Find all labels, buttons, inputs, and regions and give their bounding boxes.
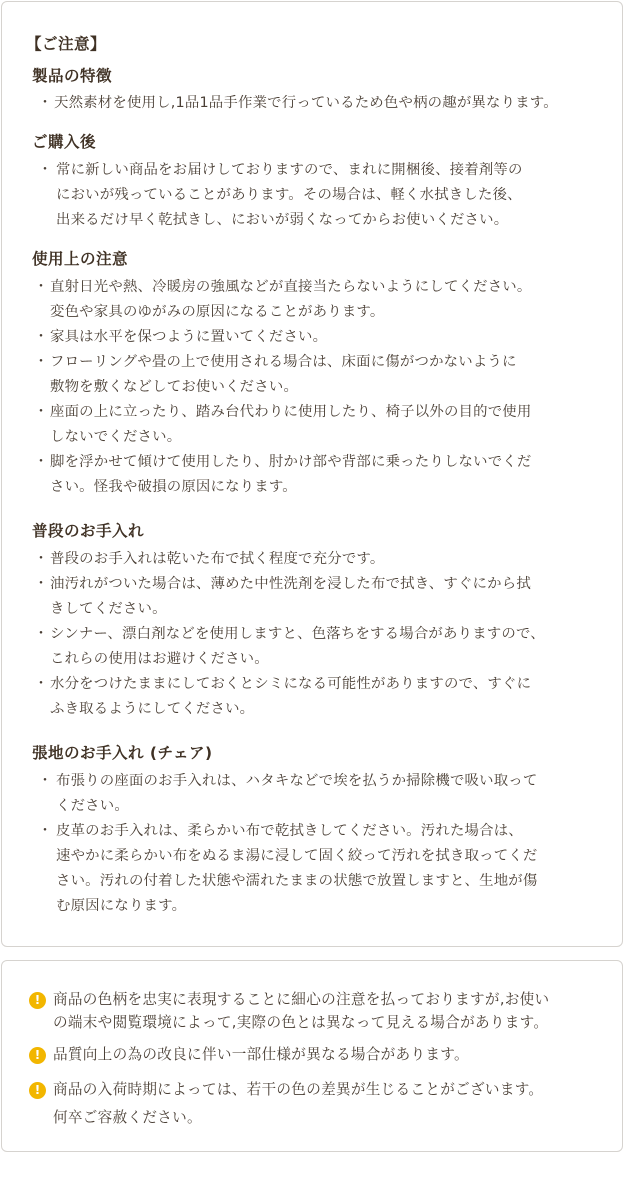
after-purchase-line-1: 常に新しい商品をお届けしておりますので、まれに開梱後、接着剤等の [56,162,523,178]
bullet: ・ [34,676,48,692]
warning-1-line-1: 商品の色柄を忠実に表現することに細心の注意を払っておりますが,お使い [53,991,550,1008]
bullet: ・ [38,95,52,111]
section-heading-features: 製品の特徴 [32,67,113,85]
notice-title: 【ご注意】 [26,35,107,53]
bullet: ・ [34,626,48,642]
bullet: ・ [38,773,52,789]
usage-3-line-2: 敷物を敷くなどしてお使いください。 [50,379,299,395]
daily-care-4-line-2: ふき取るようにしてください。 [50,701,255,717]
upholstery-2-line-3: さい。汚れの付着した状態や濡れたままの状態で放置しますと、生地が傷 [56,873,538,889]
upholstery-1-line-2: ください。 [56,798,129,814]
bullet: ・ [34,404,48,420]
usage-2-line-1: 家具は水平を保つように置いてください。 [50,329,328,345]
warning-3-line-1: 商品の入荷時期によっては、若干の色の差異が生じることがございます。 [53,1081,544,1098]
bullet: ・ [34,279,48,295]
section-heading-usage: 使用上の注意 [32,250,129,268]
warning-2-line-1: 品質向上の為の改良に伴い一部仕様が異なる場合があります。 [53,1046,469,1063]
bullet: ・ [38,162,52,178]
usage-3-line-1: フローリングや畳の上で使用される場合は、床面に傷がつかないように [50,354,517,370]
daily-care-2-line-2: きしてください。 [50,601,167,617]
after-purchase-line-3: 出来るだけ早く乾拭きし、においが弱くなってからお使いください。 [56,212,509,228]
features-line-1: 天然素材を使用し,1品1品手作業で行っているため色や柄の趣が異なります。 [54,95,558,111]
upholstery-2-line-1: 皮革のお手入れは、柔らかい布で乾拭きしてください。汚れた場合は、 [56,823,523,839]
warning-icon: ! [29,1047,46,1064]
daily-care-1-line-1: 普段のお手入れは乾いた布で拭く程度で充分です。 [50,551,385,567]
bullet: ・ [34,551,48,567]
daily-care-3-line-1: シンナー、漂白剤などを使用しますと、色落ちをする場合がありますので、 [50,626,545,642]
usage-1-line-2: 変色や家具のゆがみの原因になることがあります。 [50,304,385,320]
daily-care-3-line-2: これらの使用はお避けください。 [50,651,269,667]
usage-5-line-1: 脚を浮かせて傾けて使用したり、肘かけ部や背部に乗ったりしないでくだ [50,454,532,470]
usage-4-line-2: しないでください。 [50,429,182,445]
upholstery-2-line-4: む原因になります。 [56,898,187,914]
upholstery-1-line-1: 布張りの座面のお手入れは、ハタキなどで埃を払うか掃除機で吸い取って [56,773,538,789]
section-heading-daily-care: 普段のお手入れ [32,522,145,540]
bullet: ・ [34,329,48,345]
daily-care-2-line-1: 油汚れがついた場合は、薄めた中性洗剤を浸した布で拭き、すぐにから拭 [50,576,531,592]
bullet: ・ [34,576,48,592]
warning-icon: ! [29,992,46,1009]
usage-5-line-2: さい。怪我や破損の原因になります。 [50,479,297,495]
warnings-box [1,960,623,1152]
warning-3-line-2: 何卒ご容赦ください。 [53,1109,202,1126]
notice-box [1,1,623,947]
after-purchase-line-2: においが残っていることがあります。その場合は、軽く水拭きした後、 [56,187,522,203]
warning-1-line-2: の端末や閲覧環境によって,実際の色とは異なって見える場合があります。 [53,1014,549,1031]
section-heading-upholstery-care: 張地のお手入れ (チェア) [32,744,213,762]
usage-1-line-1: 直射日光や熱、冷暖房の強風などが直接当たらないようにしてください。 [50,279,532,295]
usage-4-line-1: 座面の上に立ったり、踏み台代わりに使用したり、椅子以外の目的で使用 [50,404,532,420]
bullet: ・ [34,354,48,370]
bullet: ・ [38,823,52,839]
bullet: ・ [34,454,48,470]
daily-care-4-line-1: 水分をつけたままにしておくとシミになる可能性がありますので、すぐに [50,676,532,692]
warning-icon: ! [29,1082,46,1099]
section-heading-after-purchase: ご購入後 [32,133,97,151]
upholstery-2-line-2: 速やかに柔らかい布をぬるま湯に浸して固く絞って汚れを拭き取ってくだ [56,848,538,864]
